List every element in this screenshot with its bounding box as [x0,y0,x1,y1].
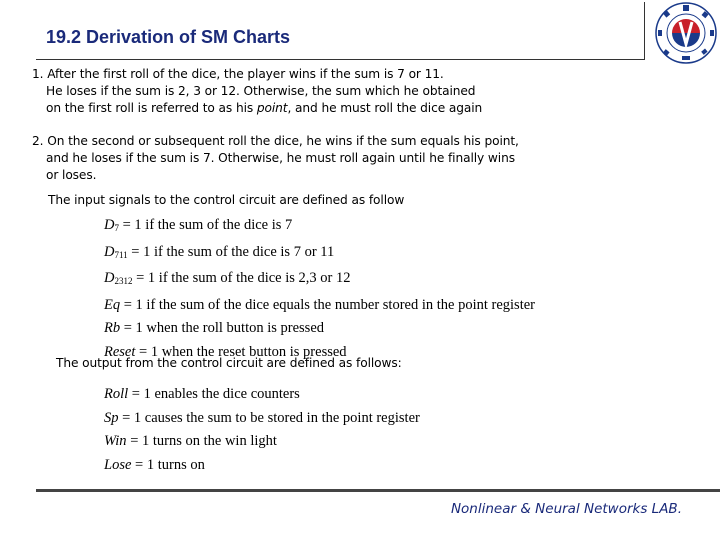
rule-1-line-3 [32,100,482,117]
rule-1-line-3-text: on the first roll is referred to as his [46,101,254,115]
signal-description: = 1 turns on the win light [126,433,277,450]
signal-description: = 1 if the sum of the dice equals the number stored in the point register [120,296,535,313]
rule-paragraph-1 [32,66,482,117]
inputs-intro: The input signals to the control circuit are defined as follow [48,193,405,207]
output-signal-row [104,383,420,407]
signal-description: = 1 when the roll button is pressed [120,320,325,337]
output-signal-row [104,430,420,454]
signal-symbol: D [104,270,115,287]
rule-1-line-3-tail: , and he must roll the dice again [287,101,483,115]
signal-symbol: D [104,243,115,260]
signal-description: = 1 when the reset button is pressed [135,343,347,360]
signal-description: = 1 if the sum of the dice is 2,3 or 12 [132,270,351,287]
signal-symbol: Lose [104,456,132,473]
rule-1-line-2: He loses if the sum is 2, 3 or 12. Otherwise, the sum which he obtained [46,84,476,98]
signal-symbol: Reset [104,343,136,360]
input-signal-row [104,214,535,241]
signal-subscript: 2312 [114,276,133,287]
rule-2-line-1: 2. On the second or subsequent roll the dice, he wins if the sum equals his point, [32,134,519,148]
input-signal-row [104,294,535,318]
input-signal-row [104,241,535,268]
signal-description: = 1 turns on [131,456,205,473]
signal-symbol: Rb [104,320,121,337]
rule-paragraph-2 [32,133,519,184]
rule-2-line-2: and he loses if the sum is 7. Otherwise, he must roll again until he finally wins [46,151,515,165]
signal-subscript: 711 [114,249,128,260]
page-title: 19.2 Derivation of SM Charts [46,27,291,47]
signal-description: = 1 enables the dice counters [128,386,300,402]
signal-subscript: 7 [114,223,119,233]
footer-divider [36,489,720,492]
signal-description: = 1 if the sum of the dice is 7 or 11 [127,243,335,260]
lab-footer: Nonlinear & Neural Networks LAB. [450,501,682,517]
title-divider [36,59,644,60]
signal-description: = 1 if the sum of the dice is 7 [118,217,293,233]
input-signal-row [104,267,535,294]
rule-1-line-1: 1. After the first roll of the dice, the player wins if the sum is 7 or 11. [32,67,444,81]
input-signal-row [104,317,535,341]
university-seal-logo [650,0,720,66]
signal-symbol: Eq [104,296,121,313]
signal-symbol: D [104,217,115,233]
signal-description: = 1 causes the sum to be stored in the point register [118,409,420,426]
point-term: point [256,101,288,115]
output-signal-list [104,383,420,477]
output-signal-row [104,454,420,478]
signal-symbol: Sp [104,409,119,426]
signal-symbol: Win [104,433,127,450]
outputs-intro: The output from the control circuit are defined as follows: [56,356,402,370]
input-signal-list [104,214,535,365]
output-signal-row [104,407,420,431]
signal-symbol: Roll [104,386,129,402]
rule-2-line-3: or loses. [46,168,97,182]
